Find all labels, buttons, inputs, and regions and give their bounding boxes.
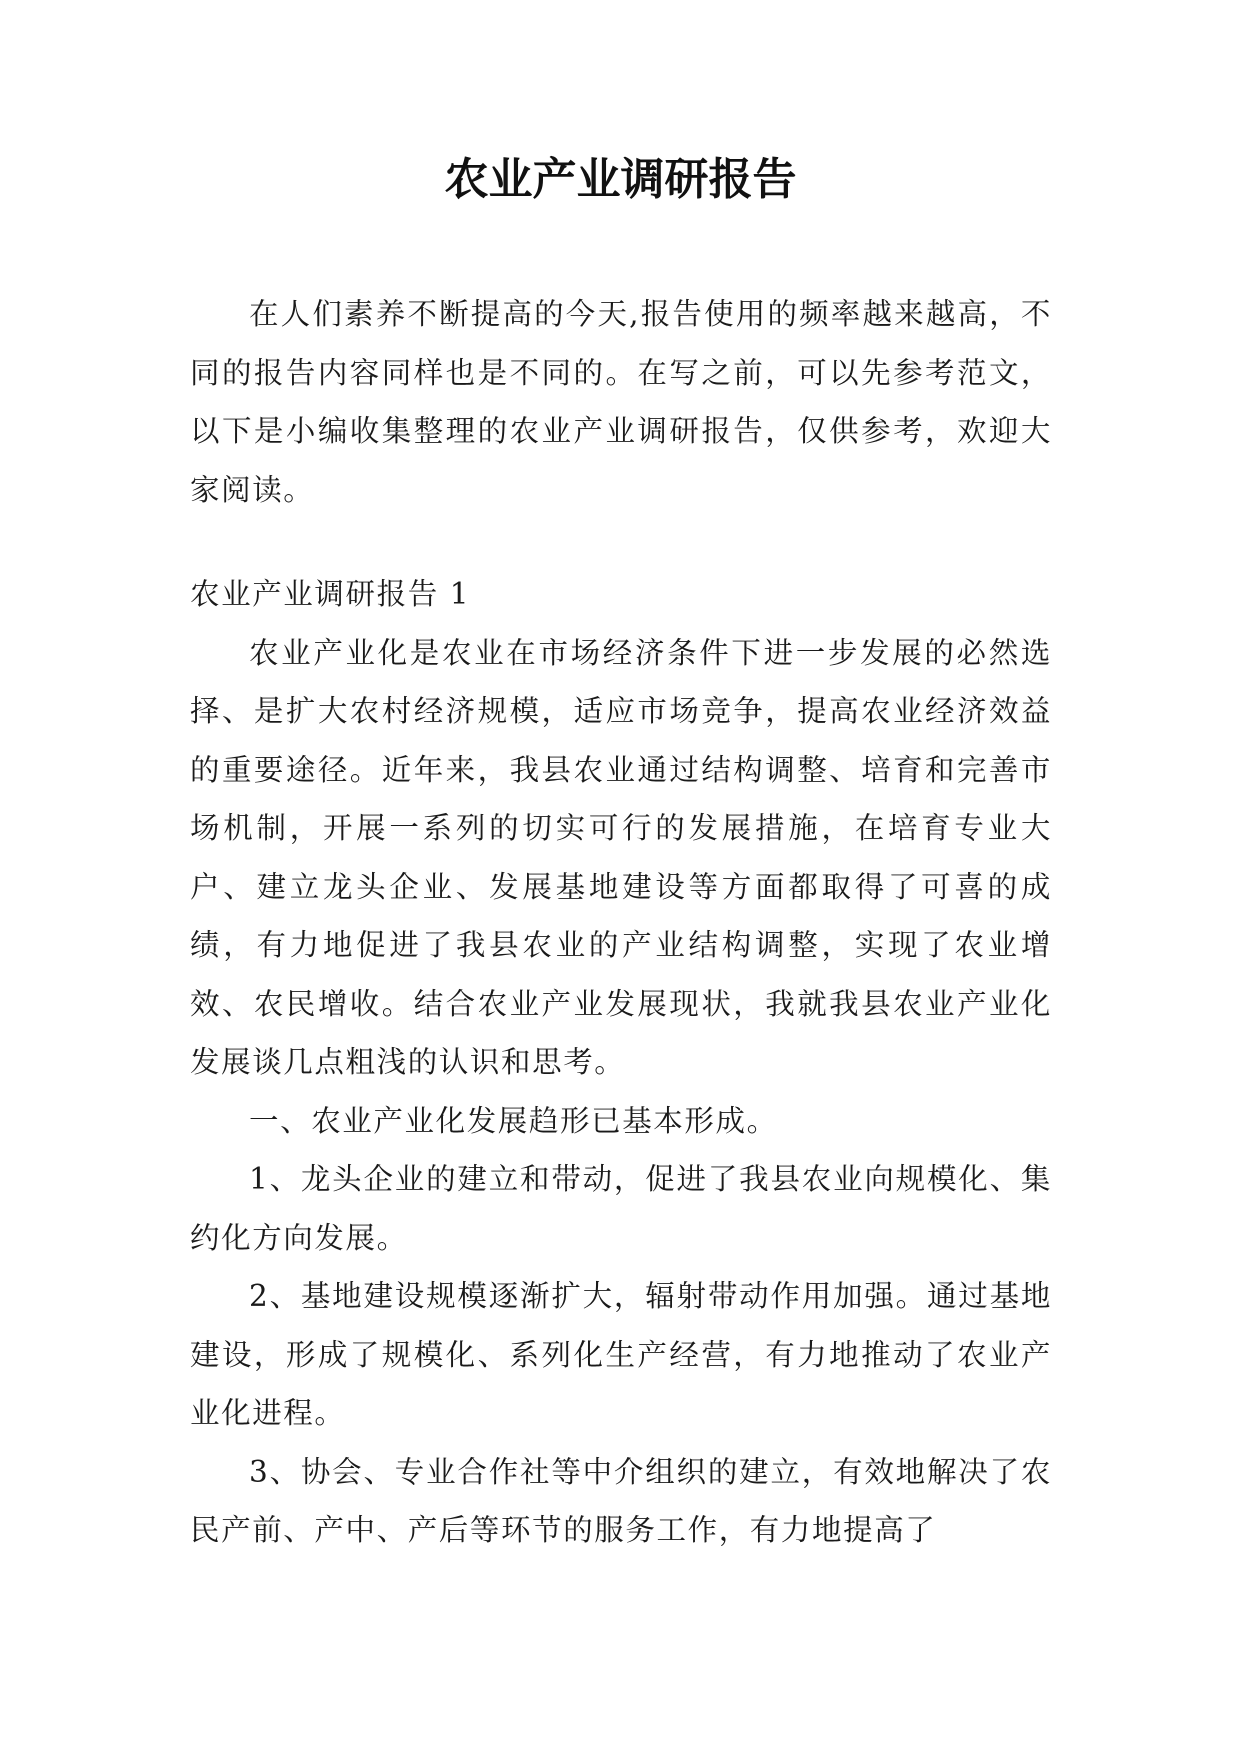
intro-paragraph: 在人们素养不断提高的今天,报告使用的频率越来越高，不同的报告内容同样也是不同的。在写之前，可以先参考范文，以下是小编收集整理的农业产业调研报告，仅供参考，欢迎大家阅读。 [190, 297, 1052, 507]
document-body [190, 285, 1052, 1560]
body-paragraph-4: 2、基地建设规模逐渐扩大，辐射带动作用加强。通过基地建设，形成了规模化、系列化生产经营，有力地推动了农业产业化进程。 [190, 1279, 1052, 1430]
body-paragraph-5: 3、协会、专业合作社等中介组织的建立，有效地解决了农民产前、产中、产后等环节的服务工作，有力地提高了 [190, 1454, 1052, 1547]
section-heading: 农业产业调研报告 1 [190, 577, 471, 611]
paragraph-gap [190, 519, 1052, 565]
body-paragraph-2: 一、农业产业化发展趋形已基本形成。 [249, 1103, 778, 1138]
body-paragraph-3: 1、龙头企业的建立和带动，促进了我县农业向规模化、集约化方向发展。 [190, 1162, 1052, 1255]
body-paragraph-1: 农业产业化是农业在市场经济条件下进一步发展的必然选择、是扩大农村经济规模，适应市场竞争，提高农业经济效益的重要途径。近年来，我县农业通过结构调整、培育和完善市场机制，开展一系列的切实可行的发展措施，在培育专业大户、建立龙头企业、发展基地建设等方面都取得了可喜的成绩，有力地促进了我县农业的产业结构调整，实现了农业增效、农民增收。结合农业产业发展现状，我就我县农业产业化发展谈几点粗浅的认识和思考。 [190, 635, 1052, 1079]
document-title: 农业产业调研报告 [444, 154, 797, 205]
